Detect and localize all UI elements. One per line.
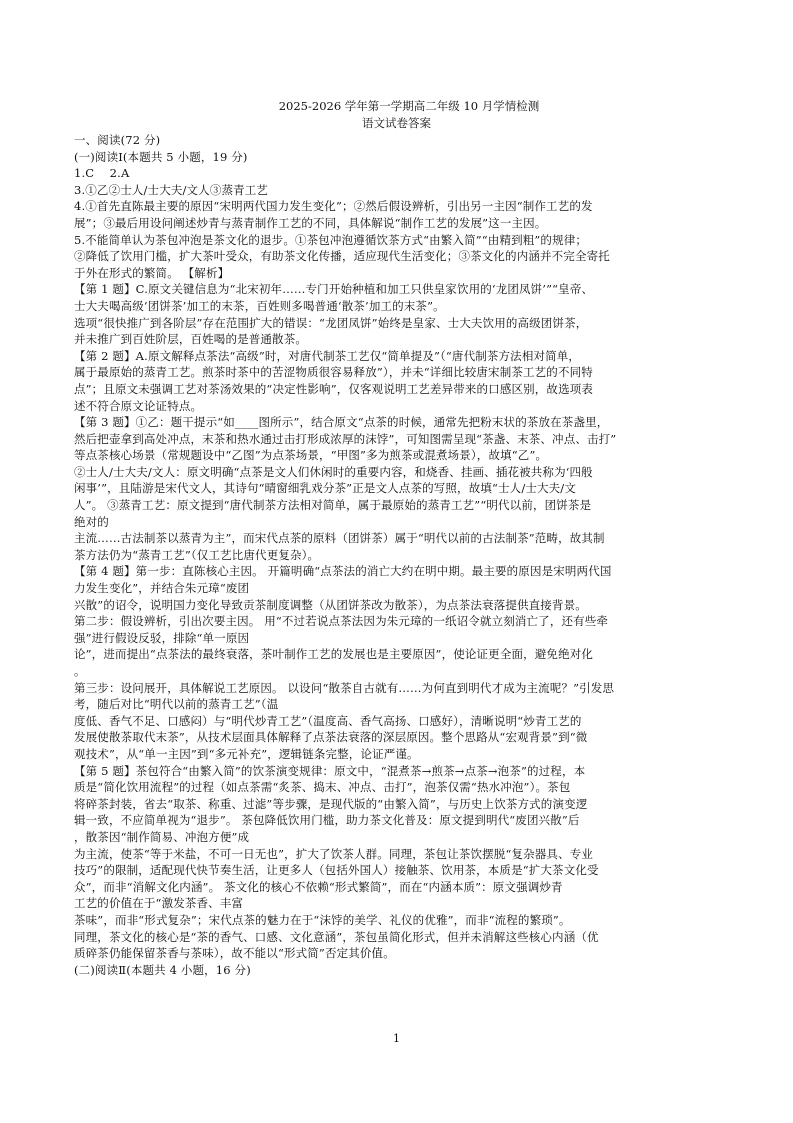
text-line: 主流……古法制茶以蒸青为主”，而宋代点茶的原料（团饼茶）属于“明代以前的古法制茶”范畴，故其制 <box>74 531 605 546</box>
text-line: 第三步：设问展开，具体解说工艺原因。 以设问“散茶自古就有……为何直到明代才成为主流呢？”引发思 <box>74 680 615 695</box>
text-line: 【第 2 题】A.原文解释点茶法“高级”时，对唐代制茶工艺仅“简单提及”（“唐代制茶方法相对简单， <box>74 348 581 363</box>
text-line: 属于最原始的蒸青工艺。煎茶时茶中的苦涩物质很容易释放”），并未“详细比较唐宋制茶工艺的不同特 <box>74 365 593 380</box>
text-line: 士大夫喝高级‘团饼茶’加工的末茶，百姓则多喝普通‘散茶’加工的末茶”。 <box>74 298 445 313</box>
text-line: 选项“很快推广到各阶层”存在范围扩大的错误：“龙团凤饼”始终是皇家、士大夫饮用的高级团饼茶， <box>74 315 588 330</box>
text-line: 于外在形式的繁简。 【解析】 <box>74 265 230 280</box>
text-line: (二)阅读Ⅱ(本题共 4 小题，16 分) <box>74 962 251 977</box>
text-line: 众”，而非“消解文化内涵”。 茶文化的核心不依赖“形式繁简”，而在“内涵本质”：原文强调炒青 <box>74 879 563 894</box>
text-line: 人”。 ③蒸青工艺：原文提到“唐代制茶方法相对简单，属于最原始的蒸青工艺”“明代以前，团饼茶是 <box>74 498 592 513</box>
answer-body <box>74 132 726 978</box>
text-line: 然后把壶拿到高处冲点，末茶和热水通过击打形成浓厚的沫饽”，可知图需呈现“茶盏、末茶、冲点、击打” <box>74 431 617 446</box>
text-line: 同理，茶文化的核心是“茶的香气、口感、文化意涵”，茶包虽简化形式，但并未消解这些核心内涵（优 <box>74 929 599 944</box>
text-line: 为主流，使茶“等于米盐，不可一日无也”，扩大了饮茶人群。同理，茶包让茶饮摆脱“复杂器具、专业 <box>74 846 594 861</box>
text-line: 5.不能简单认为茶包冲泡是茶文化的退步。①茶包冲泡遵循饮茶方式“由繁入简”“由精到粗”的规律； <box>74 232 588 247</box>
text-line: 点”；且原文未强调工艺对茶汤效果的“决定性影响”，仅客观说明工艺差异带来的口感区别，故选项表 <box>74 381 594 396</box>
text-line: 观技术”，从“单一主因”到“多元补充”，逻辑链条完整，论证严谨。 <box>74 746 419 761</box>
text-line: (一)阅读Ⅰ(本题共 5 小题，19 分) <box>74 149 248 164</box>
text-line: 论”，进而提出“点茶法的最终衰落，茶叶制作工艺的发展也是主要原因”，使论证更全面，避免绝对化 <box>74 647 594 662</box>
text-line: 3.①乙②士人/士大夫/文人③蒸青工艺 <box>74 182 269 197</box>
text-line: 考，随后对比“明代以前的蒸青工艺”（温 <box>74 697 279 712</box>
text-line: 等点茶核心场景（常规题设中“乙图”为点茶场景，“甲图”多为煎茶或混煮场景），故填“乙”。 <box>74 448 548 463</box>
text-line: 质碎茶仍能保留茶香与茶味），故不能以“形式简”否定其价值。 <box>74 946 395 961</box>
text-line: 质是“简化饮用流程”的过程（如点茶需“炙茶、捣末、冲点、击打”，泡茶仅需“热水冲泡”）。茶包 <box>74 780 571 795</box>
text-line: 绝对的 <box>74 514 109 529</box>
text-line: 【第 3 题】①乙：题干提示“如____图所示”，结合原文“点茶的时候，通常先把粉末状的茶放在茶盏里， <box>74 415 609 430</box>
document-subtitle: 语文试卷答案 <box>362 116 431 130</box>
text-line: 技巧”的限制，适配现代快节奏生活，让更多人（包括外国人）接触茶、饮用茶，本质是“扩大茶文化受 <box>74 863 599 878</box>
document-title: 2025-2026 学年第一学期高二年级 10 月学情检测 <box>278 99 540 113</box>
page-number: 1 <box>393 1032 400 1045</box>
text-line: 闲事’”，且陆游是宋代文人，其诗句“晴窗细乳戏分茶”正是文人点茶的写照，故填“士人/士大夫/文 <box>74 481 576 496</box>
text-line: 兴散”的诏令，说明国力变化导致贡茶制度调整（从团饼茶改为散茶），为点茶法衰落提供直接背景。 <box>74 597 587 612</box>
text-line: 【第 5 题】茶包符合“由繁入简”的饮茶演变规律：原文中，“混煮茶→煎茶→点茶→泡茶”的过程，本 <box>74 763 586 778</box>
text-line: ，散茶因“制作简易、冲泡方便”成 <box>74 829 250 844</box>
text-line: 述不符合原文论证特点。 <box>74 398 203 413</box>
text-line: 第二步：假设辨析，引出次要主因。 用“不过若说点茶法因为朱元璋的一纸诏令就立刻消亡了，还有些牵 <box>74 614 609 629</box>
text-line: ②降低了饮用门槛，扩大茶叶受众，有助茶文化传播，适应现代生活变化；③茶文化的内涵并不完全寄托 <box>74 249 610 264</box>
text-line: 工艺的价值在于“激发茶香、丰富 <box>74 896 244 911</box>
text-line: 并未推广到百姓阶层，百姓喝的是普通散茶。 <box>74 332 307 347</box>
text-line: 4.①首先直陈最主要的原因“宋明两代国力发生变化”；②然后假设辨析，引出另一主因“制作工艺的发 <box>74 199 593 214</box>
text-line: 强”进行假设反驳，排除“单一原因 <box>74 630 250 645</box>
text-line: 将碎茶封装，省去“取茶、称重、过滤”等步骤，是现代版的“由繁入简”，与历史上饮茶方式的演变逻 <box>74 796 588 811</box>
text-line: 度低、香气不足、口感闷）与“明代炒青工艺”（温度高、香气高扬、口感好），清晰说明“炒青工艺的 <box>74 713 582 728</box>
text-line: 一、阅读(72 分) <box>74 133 161 147</box>
text-line: 。 <box>74 664 86 678</box>
text-line: 茶味”，而非“形式复杂”；宋代点茶的魅力在于“沫饽的美学、礼仪的优雅”，而非“流程的繁琐”。 <box>74 912 571 927</box>
text-line: 力发生变化”，并结合朱元璋“废团 <box>74 581 250 596</box>
text-line: 茶方法仍为“蒸青工艺”（仅工艺比唐代更复杂）。 <box>74 547 320 562</box>
text-line: 【第 4 题】第一步：直陈核心主因。 开篇明确“点茶法的消亡大约在明中期。最主要的原因是宋明两代国 <box>74 564 612 579</box>
text-line: 辑一致，不应简单视为“退步”。 茶包降低饮用门槛，助力茶文化普及：原文提到明代“废团兴散”后 <box>74 813 580 828</box>
text-line: 1.C 2.A <box>74 166 130 181</box>
text-line: 展”；③最后用设问阐述炒青与蒸青制作工艺的不同，具体解说“制作工艺的发展”这一主因。 <box>74 215 547 230</box>
text-line: ②士人/士大夫/文人：原文明确“点茶是文人们休闲时的重要内容，和烧香、挂画、插花被共称为‘四般 <box>74 464 593 479</box>
text-line: 【第 1 题】C.原文关键信息为“北宋初年……专门开始种植和加工只供皇家饮用的‘龙团凤饼’”“皇帝、 <box>74 282 594 297</box>
text-line: 发展使散茶取代末茶”，从技术层面具体解释了点茶法衰落的深层原因。整个思路从“宏观背景”到“微 <box>74 730 588 745</box>
